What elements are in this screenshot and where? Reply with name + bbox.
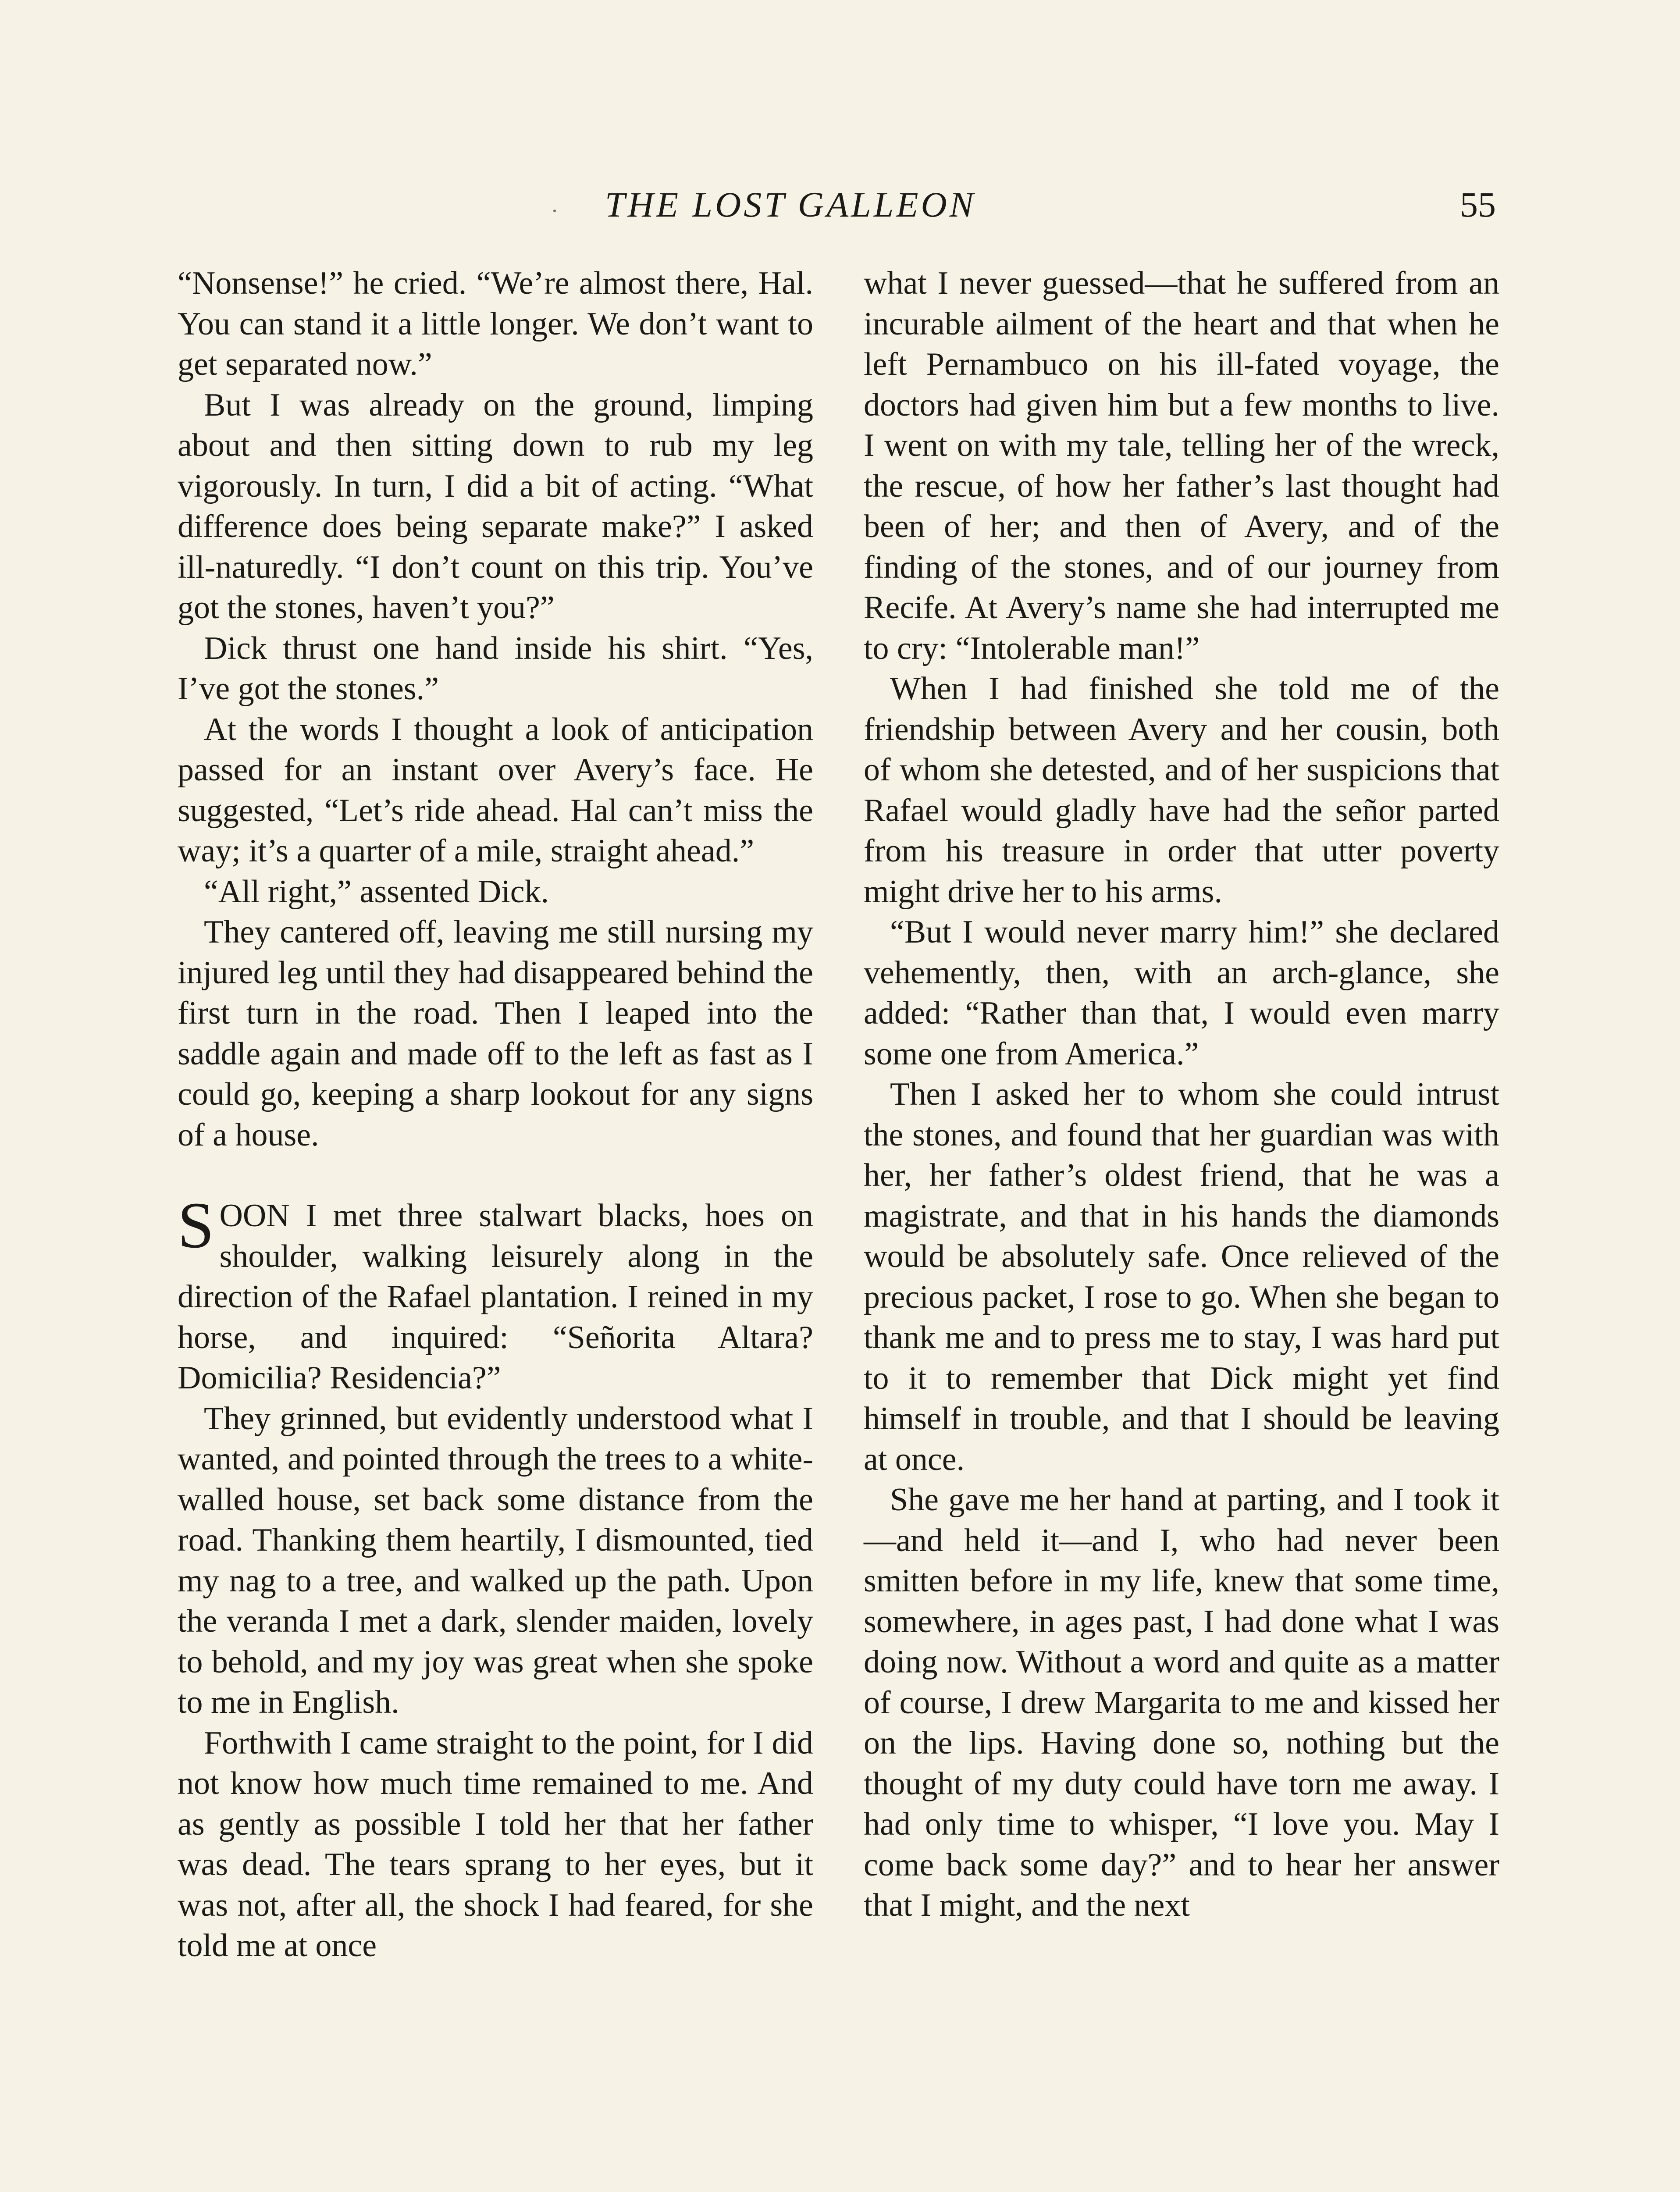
right-column <box>864 263 1499 1926</box>
paragraph: Then I asked her to whom she could intrust the stones, and found that her guardian was with her, her father’s oldest friend, that he was a magistrate, and that in his hands the diamonds would be absolutely safe. Once relieved of the precious packet, I rose to go. When she began to thank me and to press me to stay, I was hard put to it to remember that Dick might yet find himself in trouble, and that I should be leaving at once. <box>864 1076 1499 1477</box>
paragraph: what I never guessed—that he suffered from an incurable ailment of the heart and that when he left Pernambuco on his ill-fated voyage, the doctors had given him but a few months to live. I went on with my tale, telling her of the wreck, the rescue, of how her father’s last thought had been of her; and then of Avery, and of the finding of the stones, and of our journey from Recife. At Avery’s name she had interrupted me to cry: “Intolerable man!” <box>864 265 1499 666</box>
section-opening-paragraph <box>178 1189 813 1398</box>
paragraph: But I was already on the ground, limping about and then sitting down to rub my leg vigorously. In turn, I did a bit of acting. “What difference does being separate make?” I asked ill-naturedly. “I don’t count on this trip. You’ve got the stones, haven’t you?” <box>178 387 813 626</box>
paragraph: “Nonsense!” he cried. “We’re almost there, Hal. You can stand it a little longer. We don’t want to get separated now.” <box>178 265 813 382</box>
running-title: THE LOST GALLEON <box>605 185 976 224</box>
paragraph: “All right,” assented Dick. <box>204 873 549 910</box>
paragraph: Dick thrust one hand inside his shirt. “Yes, I’ve got the stones.” <box>178 630 813 707</box>
paragraph: At the words I thought a look of anticipation passed for an instant over Avery’s face. He suggested, “Let’s ride ahead. Hal can’t miss the way; it’s a quarter of a mile, straight ahead.” <box>178 711 813 869</box>
print-speck <box>553 210 556 212</box>
left-column <box>178 263 813 1966</box>
section-break <box>178 1155 813 1196</box>
paragraph: “But I would never marry him!” she declared vehemently, then, with an arch-glance, she added: “Rather than that, I would even marry some one from America.” <box>864 914 1499 1072</box>
paragraph: She gave me her hand at parting, and I took it—and held it—and I, who had never been smitten before in my life, knew that some time, somewhere, in ages past, I had done what I was doing now. Without a word and quite as a matter of course, I drew Margarita to me and kissed her on the lips. Having done so, nothing but the thought of my duty could have torn me away. I had only time to whisper, “I love you. May I come back some day?” and to hear her answer that I might, and the next <box>864 1482 1499 1923</box>
page-number: 55 <box>1460 185 1496 224</box>
paragraph: Forthwith I came straight to the point, for I did not know how much time remained to me. And as gently as possible I told her that her father was dead. The tears sprang to her eyes, but it was not, after all, the shock I had feared, for she told me at once <box>178 1725 813 1964</box>
paragraph: When I had finished she told me of the friendship between Avery and her cousin, both of whom she detested, and of her suspicions that Rafael would gladly have had the señor parted from his treasure in order that utter poverty might drive her to his arms. <box>864 671 1499 910</box>
paragraph: They cantered off, leaving me still nursing my injured leg until they had disappeared behind the first turn in the road. Then I leaped into the saddle again and made off to the left as fast as I could go, keeping a sharp lookout for any signs of a house. <box>178 914 813 1153</box>
drop-cap: S <box>178 1189 214 1262</box>
paragraph: They grinned, but evidently understood what I wanted, and pointed through the trees to a white-walled house, set back some distance from the road. Thanking them heartily, I dismounted, tied my nag to a tree, and walked up the path. Upon the veranda I met a dark, slender maiden, lovely to behold, and my joy was great when she spoke to me in English. <box>178 1400 813 1720</box>
paragraph-text: OON I met three stalwart blacks, hoes on shoulder, walking leisurely along in the direction of the Rafael plantation. I reined in my horse, and inquired: “Señorita Altara? Domicilia? Residencia?” <box>178 1198 813 1396</box>
